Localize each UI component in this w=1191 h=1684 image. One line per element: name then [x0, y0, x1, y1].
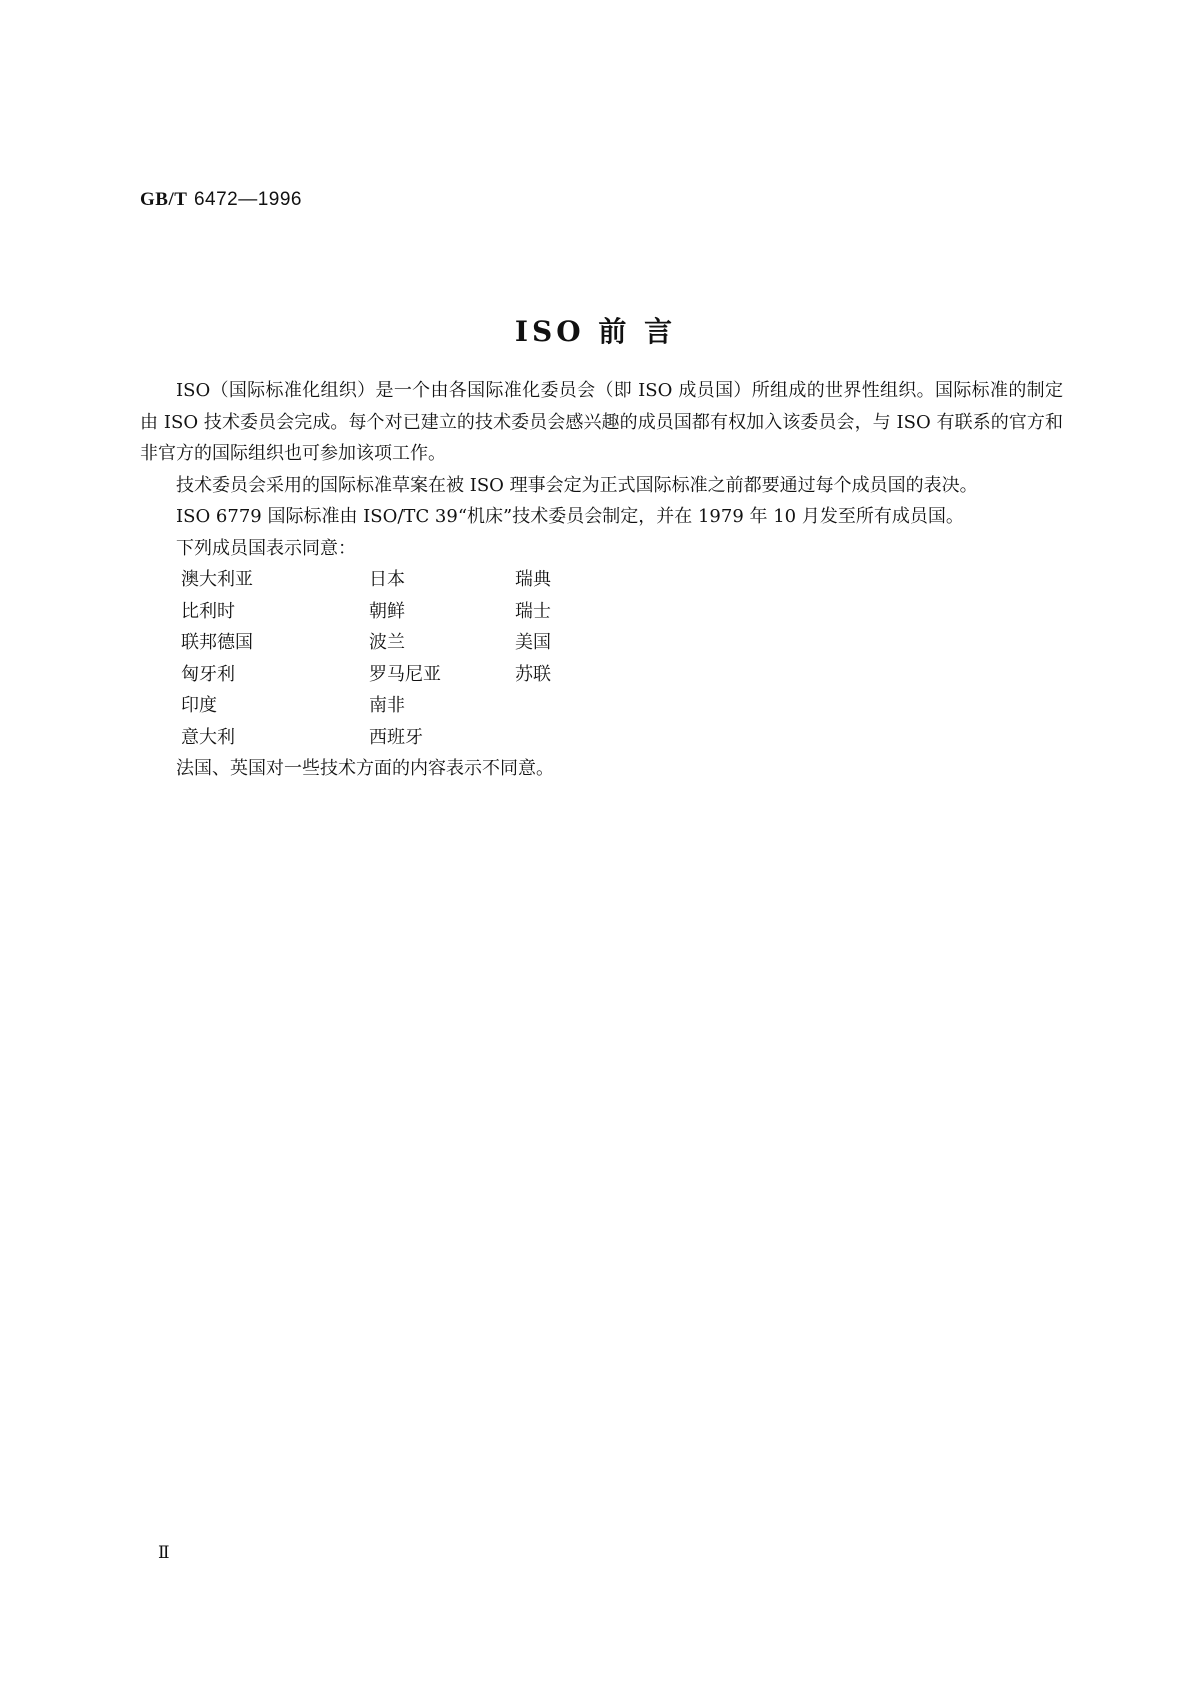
member-row	[181, 722, 1063, 754]
paragraph-voting: 技术委员会采用的国际标准草案在被 ISO 理事会定为正式国际标准之前都要通过每个成员国的表决。	[176, 474, 978, 496]
member-country: 朝鲜	[369, 600, 405, 622]
member-country: 南非	[369, 695, 405, 716]
member-country	[515, 690, 635, 722]
member-country: 澳大利亚	[181, 569, 253, 590]
standard-code-number: 6472—1996	[193, 189, 302, 210]
member-country: 联邦德国	[181, 632, 253, 653]
member-country: 匈牙利	[181, 663, 235, 685]
standard-code	[140, 188, 302, 211]
member-country: 西班牙	[369, 726, 423, 748]
member-country: 比利时	[181, 600, 235, 622]
page-title: ISO 前 言	[514, 315, 677, 348]
member-country: 美国	[515, 632, 551, 653]
member-row	[181, 564, 1063, 596]
paragraph-approval-intro: 下列成员国表示同意：	[176, 537, 356, 559]
member-country-list	[140, 564, 1063, 753]
member-country: 意大利	[181, 726, 235, 748]
member-row	[181, 659, 1063, 691]
paragraph-iso-intro: ISO（国际标准化组织）是一个由各国际准化委员会（即 ISO 成员国）所组成的世界性组织。国际标准的制定由 ISO 技术委员会完成。每个对已建立的技术委员会感兴趣的成员国都有权加入该委员会，与 ISO 有联系的官方和非官方的国际组织也可参加该项工作。	[140, 380, 1063, 464]
member-country: 印度	[181, 695, 217, 716]
paragraph-disagreement: 法国、英国对一些技术方面的内容表示不同意。	[176, 758, 554, 779]
member-row	[181, 690, 1063, 722]
standard-code-prefix: GB/T	[140, 189, 188, 210]
member-row	[181, 596, 1063, 628]
member-country: 波兰	[369, 632, 405, 653]
member-country	[515, 722, 635, 754]
member-row	[181, 627, 1063, 659]
member-country: 瑞士	[515, 600, 551, 622]
member-country: 罗马尼亚	[369, 663, 441, 685]
member-country: 瑞典	[515, 569, 551, 590]
foreword-body	[140, 375, 1063, 785]
paragraph-iso-6779: ISO 6779 国际标准由 ISO/TC 39“机床”技术委员会制定，并在 1979 年 10 月发至所有成员国。	[176, 506, 964, 527]
member-country: 苏联	[515, 663, 551, 685]
member-country: 日本	[369, 569, 405, 590]
page-number: Ⅱ	[158, 1543, 170, 1562]
